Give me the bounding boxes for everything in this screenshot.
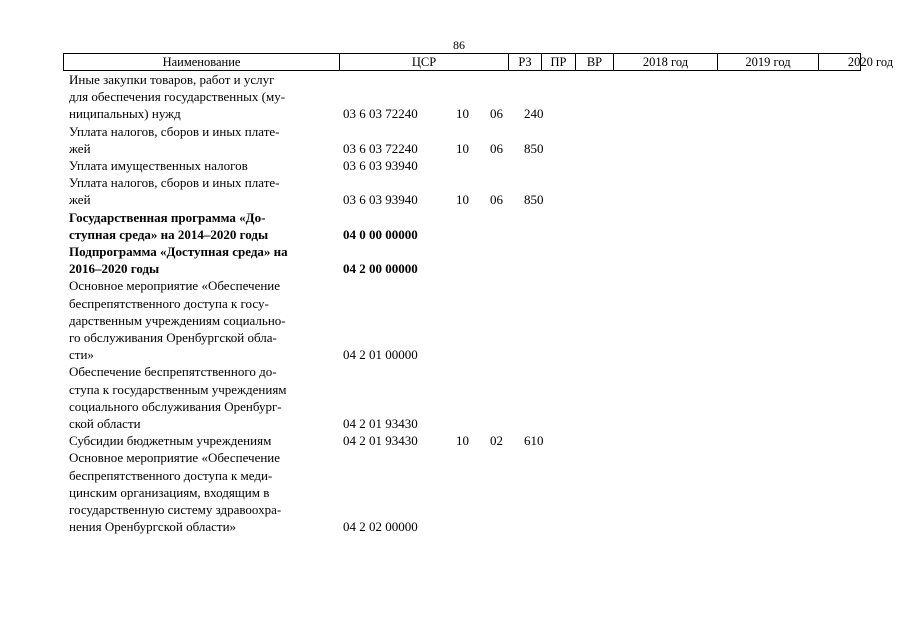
row-1-vr: 850 (524, 140, 544, 156)
header-vr: ВР (576, 54, 614, 70)
row-7-name-line-2: социального обслуживания Оренбург- (69, 398, 282, 414)
row-8-csr: 04 2 01 93430 (343, 433, 418, 449)
row-9-name-line-4: нения Оренбургской области» (69, 519, 237, 535)
page-number: 86 (453, 38, 465, 52)
row-8-vr: 610 (524, 433, 544, 449)
row-2-csr: 03 6 03 93940 (343, 158, 418, 173)
row-3-name-line-0: Уплата налогов, сборов и иных плате- (69, 175, 280, 191)
table-header (63, 53, 894, 71)
row-9-name-line-2: цинским организациям, входящим в (69, 484, 270, 500)
row-5-name-line-1: 2016–2020 годы (69, 261, 160, 277)
row-9-csr: 04 2 02 00000 (343, 519, 418, 535)
row-7-csr: 04 2 01 93430 (343, 416, 418, 431)
row-0-name-line-1: для обеспечения государственных (му- (69, 89, 286, 105)
row-0-name-line-2: ниципальных) нужд (69, 106, 181, 122)
row-4-name-line-0: Государственная программа «До- (69, 209, 266, 225)
header-2018: 2018 год (614, 54, 718, 70)
row-3-name-line-1: жей (69, 192, 91, 208)
row-9-name-line-1: беспрепятственного доступа к меди- (69, 467, 273, 483)
row-6-name-line-1: беспрепятственного доступа к госу- (69, 295, 269, 311)
row-4-csr: 04 0 00 00000 (343, 226, 418, 242)
header-rz: РЗ (509, 54, 542, 70)
row-3-vr: 850 (524, 192, 544, 208)
row-9-name-line-3: государственную систему здравоохра- (69, 502, 282, 517)
row-6-csr: 04 2 01 00000 (343, 347, 418, 363)
row-0-vr: 240 (524, 106, 544, 122)
row-6-name-line-3: го обслуживания Оренбургской обла- (69, 330, 277, 345)
row-6-name-line-4: сти» (69, 347, 94, 363)
row-8-name-line-0: Субсидии бюджетным учреждениям (69, 433, 272, 449)
row-0-csr: 03 6 03 72240 (343, 106, 418, 122)
row-7-name-line-0: Обеспечение беспрепятственного до- (69, 364, 277, 380)
row-0-pr: 06 (490, 106, 503, 122)
row-1-name-line-1: жей (69, 140, 91, 156)
row-6-name-line-2: дарственным учреждениям социально- (69, 312, 286, 328)
row-4-name-line-1: ступная среда» на 2014–2020 годы (69, 226, 269, 242)
header-name: Наименование (64, 54, 340, 70)
row-3-csr: 03 6 03 93940 (343, 192, 418, 208)
header-csr: ЦСР (340, 54, 509, 70)
row-6-name-line-0: Основное мероприятие «Обеспечение (69, 278, 281, 294)
row-1-csr: 03 6 03 72240 (343, 140, 418, 156)
row-1-pr: 06 (490, 140, 503, 156)
row-8-rz: 10 (456, 433, 469, 449)
row-1-name-line-0: Уплата налогов, сборов и иных плате- (69, 123, 280, 139)
row-9-name-line-0: Основное мероприятие «Обеспечение (69, 450, 281, 466)
row-3-pr: 06 (490, 192, 503, 208)
row-3-rz: 10 (456, 192, 469, 208)
row-1-rz: 10 (456, 140, 469, 156)
header-pr: ПР (542, 54, 576, 70)
row-7-name-line-1: ступа к государственным учреждениям (69, 381, 287, 397)
row-2-name-line-0: Уплата имущественных налогов (69, 158, 248, 173)
header-2020-label: 2020 год (847, 55, 894, 69)
header-2019: 2019 год (718, 54, 819, 70)
row-7-name-line-3: ской области (69, 416, 141, 431)
row-0-rz: 10 (456, 106, 469, 122)
row-5-name-line-0: Подпрограмма «Доступная среда» на (69, 244, 288, 259)
row-8-pr: 02 (490, 433, 503, 449)
row-5-csr: 04 2 00 00000 (343, 261, 418, 277)
row-0-name-line-0: Иные закупки товаров, работ и услуг (69, 72, 275, 87)
